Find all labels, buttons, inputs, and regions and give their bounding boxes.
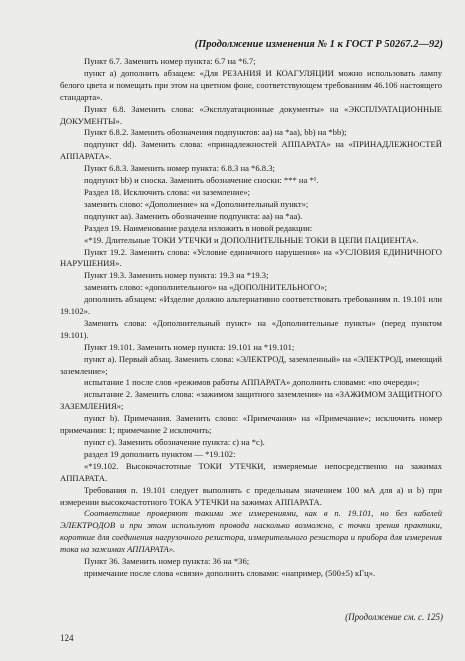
paragraph: заменить слово: «Дополнение» на «Дополнительный пункт»;	[84, 198, 309, 209]
continuation-note: (Продолжение см. с. 125)	[345, 612, 443, 622]
paragraph: раздел 19 дополнить пунктом — *19.102:	[84, 448, 236, 459]
paragraph: Пункт 6.8. Заменить слова: «Эксплуатационные документы» на «ЭКСПЛУАТАЦИОННЫЕ ДОКУМЕНТЫ».	[60, 103, 442, 126]
document-body	[60, 56, 442, 580]
paragraph: пункт а). Первый абзац. Заменить слова: «ЭЛЕКТРОД, заземленный» на «ЭЛЕКТРОД, имеющий заземление»;	[60, 353, 442, 376]
paragraph: заменить слово: «дополнительного» на «ДОПОЛНИТЕЛЬНОГО»;	[84, 282, 328, 293]
page-number: 124	[60, 633, 74, 643]
paragraph: подпункт bb) и сноска. Заменить обозначение сноски: *** на *¹.	[84, 175, 319, 186]
paragraph: Требования п. 19.101 следует выполнять с предельным значением 100 мА для а) и b) при измерении высокочастотного ТОКА УТЕЧКИ на зажимах АППАРАТА.	[60, 484, 442, 507]
paragraph: Соответствие проверяют такими же измерениями, как в п. 19.101, но без кабелей ЭЛЕКТРОДОВ и при этом используют провода насколько возможно, с точки зрения практики, короткие для соединения нагрузочного резистора, измерительного резистора и прибора для измерения тока на зажимах АППАРАТА».	[60, 508, 442, 555]
paragraph: испытание 1 после слов «режимов работы АППАРАТА» дополнить словами: «по очереди»;	[84, 377, 420, 388]
page-header: (Продолжение изменения № 1 к ГОСТ Р 50267.2—92)	[194, 39, 443, 50]
paragraph: примечание после слова «связи» дополнить словами: «например, (500±5) кГц».	[84, 567, 376, 578]
paragraph: Пункт 19.3. Заменить номер пункта: 19.3 на *19.3;	[84, 270, 269, 281]
paragraph: пункт с). Заменить обозначение пункта: с) на *с).	[84, 437, 265, 447]
paragraph: испытание 2. Заменить слова: «зажимом защитного заземления» на «ЗАЖИМОМ ЗАЩИТНОГО ЗАЗЕМЛЕНИЯ»;	[60, 389, 442, 412]
paragraph: Пункт 36. Заменить номер пункта: 36 на *36;	[84, 556, 250, 567]
paragraph: пункт а) дополнить абзацем: «Для РЕЗАНИЯ И КОАГУЛЯЦИИ можно использовать лампу белого цвета и помещать при этом на цветном фоне, соответствующем требованиям 46.106 настоящего стандарта».	[60, 67, 442, 102]
paragraph: дополнить абзацем: «Изделие должно альтернативно соответствовать требованиям п. 19.101 или 19.102».	[60, 294, 442, 317]
paragraph: подпункт dd). Заменить слова: «принадлежностей АППАРАТА» на «ПРИНАДЛЕЖНОСТЕЙ АППАРАТА».	[60, 139, 442, 162]
paragraph: Пункт 6.8.2. Заменить обозначения подпунктов: аа) на *аа), bb) на *bb);	[84, 127, 347, 138]
paragraph: «*19.102. Высокочастотные ТОКИ УТЕЧКИ, измеряемые непосредственно на зажимах АППАРАТА.	[60, 460, 442, 483]
paragraph: Пункт 6.7. Заменить номер пункта: 6.7 на *6.7;	[84, 56, 256, 66]
paragraph: Пункт 6.8.3. Заменить номер пункта: 6.8.3 на *6.8.3;	[84, 163, 275, 174]
paragraph: Раздел 18. Исключить слова: «и заземление»;	[84, 186, 251, 197]
paragraph: Раздел 19. Наименование раздела изложить в новой редакции:	[84, 222, 313, 233]
paragraph: пункт b). Примечания. Заменить слово: «Примечания» на «Примечание»; исключить номер примечания: 1; примечание 2 исключить;	[60, 413, 442, 436]
paragraph: «*19. Длительные ТОКИ УТЕЧКИ и ДОПОЛНИТЕЛЬНЫЕ ТОКИ В ЦЕПИ ПАЦИЕНТА».	[84, 234, 419, 245]
paragraph: Пункт 19.101. Заменить номер пункта: 19.101 на *19.101;	[84, 341, 295, 352]
paragraph: Пункт 19.2. Заменить слова: «Условие единичного нарушения» на «УСЛОВИЯ ЕДИНИЧНОГО НАРУШЕНИЯ».	[60, 246, 442, 269]
paragraph: подпункт аа). Заменить обозначение подпункта: аа) на *аа).	[84, 210, 303, 221]
paragraph: Заменить слова: «Дополнительный пункт» на «Дополнительные пункты» (перед пунктом 19.101).	[60, 317, 442, 340]
